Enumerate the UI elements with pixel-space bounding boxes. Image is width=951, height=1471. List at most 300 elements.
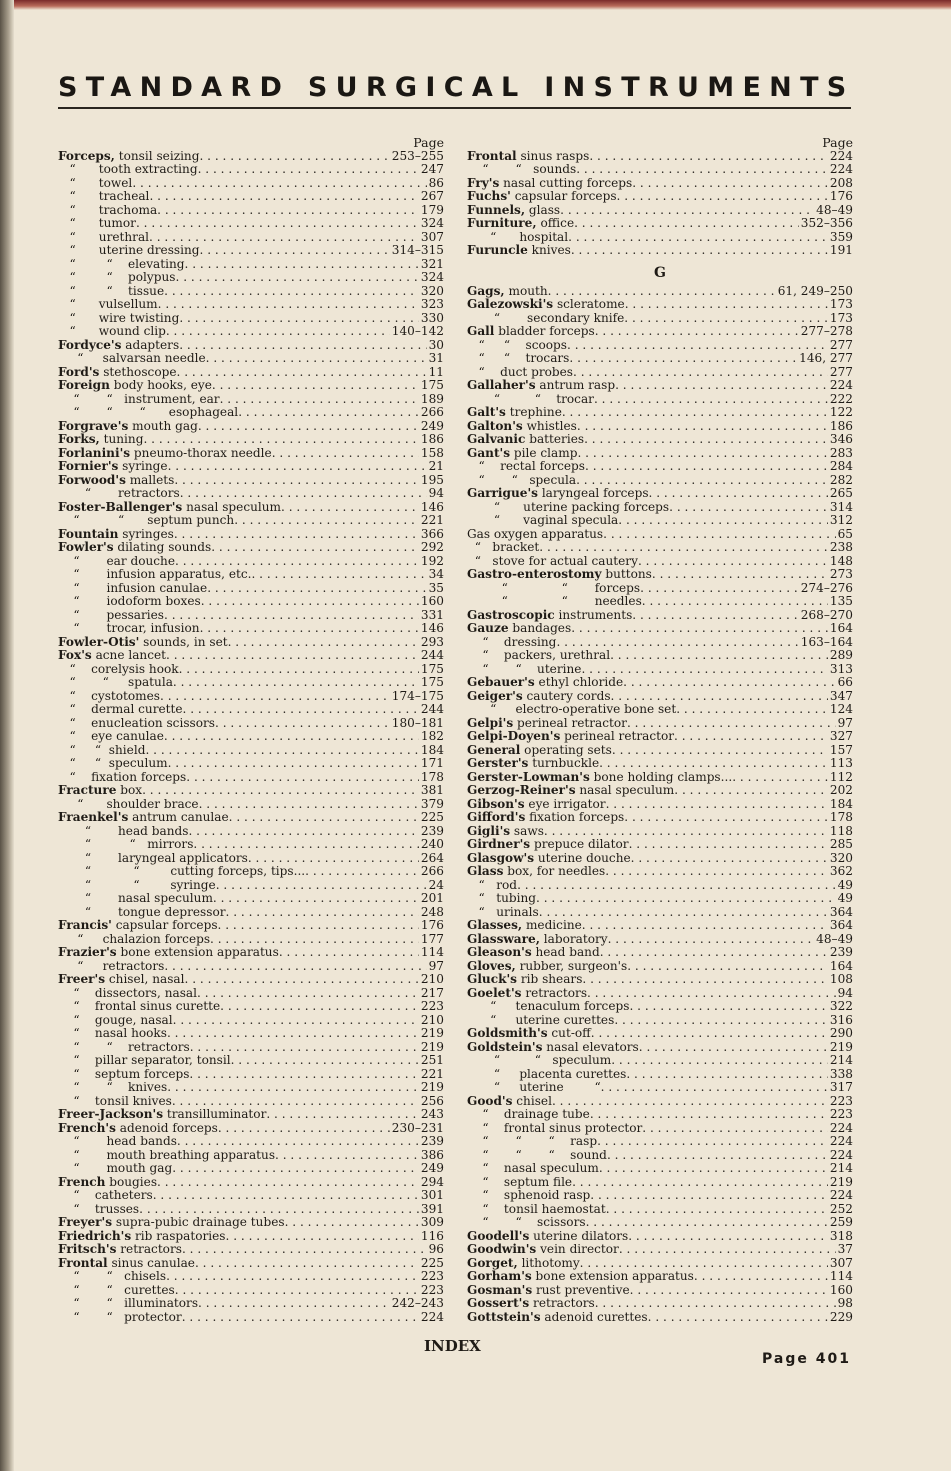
entry-text: dilating sounds — [113, 541, 212, 554]
entry-head: Freyer's — [58, 1216, 113, 1229]
entry-page: 61, 249–250 — [777, 284, 853, 298]
entry-text: “ salvarsan needle — [58, 352, 206, 365]
entry-head: Gastroscopic — [467, 608, 555, 622]
entry-text: “ urinals — [467, 905, 539, 919]
leader-dots — [173, 1014, 419, 1028]
index-entry — [58, 366, 444, 380]
entry-text: sinus canulae — [107, 1256, 195, 1270]
entry-page: 277–278 — [800, 325, 853, 338]
index-entry — [58, 1176, 444, 1190]
entry-text: “ electro-operative bone set — [467, 703, 677, 716]
leader-dots — [251, 568, 426, 582]
entry-text: mouth gag — [128, 419, 198, 433]
entry-term — [467, 865, 605, 879]
entry-page: 224 — [829, 1189, 853, 1202]
entry-page: 224 — [420, 1310, 444, 1324]
entry-term — [467, 622, 571, 636]
entry-term — [467, 1257, 580, 1271]
entry-page: 201 — [420, 892, 444, 905]
entry-term — [58, 1081, 167, 1095]
index-entry — [58, 204, 444, 218]
leader-dots — [186, 771, 419, 785]
entry-head: Goelet's — [467, 986, 522, 1000]
entry-term — [58, 1176, 157, 1190]
entry-page: 314 — [829, 500, 853, 514]
leader-dots — [200, 244, 390, 258]
entry-term — [58, 231, 149, 245]
entry-term — [58, 190, 149, 204]
entry-text: “ nasal speculum — [58, 892, 213, 905]
entry-head: Foreign — [58, 379, 110, 392]
leader-dots — [674, 730, 828, 744]
entry-text: “ trusses — [58, 1202, 140, 1216]
entry-page: 320 — [829, 851, 853, 865]
entry-page: 124 — [829, 703, 853, 716]
leader-dots — [591, 1027, 828, 1041]
entry-text: “ shoulder brace — [58, 797, 199, 811]
leader-dots — [569, 352, 797, 366]
entry-head: Gallaher's — [467, 379, 536, 392]
entry-term — [58, 838, 193, 852]
entry-text: “ “ trocar — [467, 392, 594, 406]
index-entry — [58, 757, 444, 771]
index-entry — [467, 1189, 853, 1203]
entry-page: 268–270 — [800, 608, 853, 622]
entry-page: 277 — [829, 338, 853, 352]
entry-page: 34 — [428, 568, 444, 581]
entry-text: cautery cords — [522, 689, 611, 703]
leader-dots — [248, 852, 419, 866]
entry-page: 164 — [829, 622, 853, 635]
index-entry — [467, 730, 853, 744]
entry-term — [58, 825, 188, 839]
page-number — [762, 1351, 851, 1367]
index-entry — [467, 582, 853, 596]
entry-head: Forgrave's — [58, 419, 129, 433]
entry-text: “ fixation forceps — [58, 770, 187, 784]
entry-text: box — [116, 784, 143, 797]
entry-text: eye irrigator — [524, 797, 606, 811]
entry-text: prepuce dilator — [530, 838, 629, 851]
entry-text: “ duct probes — [467, 365, 574, 379]
entry-page: 359 — [829, 230, 853, 244]
leader-dots — [582, 919, 828, 933]
entry-text: acne lancet — [91, 649, 166, 662]
entry-term — [58, 474, 174, 488]
entry-term — [467, 1108, 590, 1122]
entry-term — [58, 298, 158, 312]
index-entry — [58, 879, 444, 893]
leader-dots — [571, 244, 828, 258]
leader-dots — [581, 663, 827, 677]
entry-text: syringes — [118, 527, 174, 541]
leader-dots — [166, 649, 419, 663]
leader-dots — [220, 393, 419, 407]
index-entry — [58, 1297, 444, 1311]
entry-page: 314–315 — [391, 244, 444, 257]
entry-page: 330 — [420, 311, 444, 325]
index-entry — [467, 231, 853, 245]
entry-term — [467, 960, 627, 974]
index-entry — [58, 609, 444, 623]
entry-head: Freer-Jackson's — [58, 1108, 164, 1121]
entry-text: pile clamp — [510, 446, 578, 460]
leader-dots — [199, 798, 419, 812]
index-entry — [467, 1068, 853, 1082]
leader-dots — [611, 690, 828, 704]
entry-term — [467, 987, 587, 1001]
entry-text: “ iodoform boxes — [58, 595, 201, 608]
entry-term — [467, 285, 548, 299]
entry-term — [58, 177, 132, 191]
entry-page: 195 — [420, 473, 444, 487]
entry-head: Gall — [467, 325, 495, 338]
leader-dots — [195, 1257, 419, 1271]
entry-text: syringe — [118, 460, 168, 473]
entry-page: 219 — [420, 1040, 444, 1054]
entry-term — [467, 717, 627, 731]
index-entry — [58, 1162, 444, 1176]
index-entry — [58, 1270, 444, 1284]
entry-text: retractors — [529, 1297, 595, 1310]
entry-page: 239 — [420, 824, 444, 838]
index-entry — [58, 703, 444, 717]
index-entry — [467, 771, 853, 785]
leader-dots — [623, 676, 835, 690]
entry-page: 135 — [829, 595, 853, 608]
section-letter: G — [654, 264, 666, 281]
leader-dots — [642, 1122, 828, 1136]
entry-text: “ “ spatula — [58, 676, 173, 689]
entry-page: 266 — [420, 406, 444, 419]
entry-page: 174–175 — [391, 689, 444, 703]
entry-text: “ uterine “ — [467, 1081, 601, 1094]
leader-dots — [179, 339, 426, 353]
entry-text: nasal cutting forceps — [499, 176, 633, 190]
entry-text: “ tubing — [467, 892, 537, 905]
leader-dots — [207, 582, 426, 596]
entry-page: 11 — [428, 365, 444, 379]
leader-dots — [218, 1122, 390, 1136]
entry-term — [467, 1189, 590, 1203]
entry-head: Fordyce's — [58, 338, 122, 352]
leader-dots — [732, 771, 828, 785]
leader-dots — [210, 933, 419, 947]
leader-dots — [601, 1081, 828, 1095]
index-entry — [467, 420, 853, 434]
entry-term — [58, 609, 164, 623]
entry-page: 223 — [829, 1094, 853, 1108]
entry-term — [58, 784, 142, 798]
entry-text: “ wound clip — [58, 325, 166, 338]
entry-page: 113 — [829, 757, 853, 770]
leader-dots — [199, 150, 389, 164]
index-entry — [467, 1095, 853, 1109]
entry-text: lithotomy — [517, 1256, 580, 1270]
entry-page: 313 — [829, 662, 853, 676]
entry-text: “ tooth extracting — [58, 163, 198, 176]
index-entry — [467, 366, 853, 380]
entry-text: “ “ tissue — [58, 284, 165, 298]
entry-term — [467, 1054, 611, 1068]
entry-page: 219 — [829, 1175, 853, 1189]
entry-term — [58, 312, 179, 326]
entry-page: 221 — [420, 1067, 444, 1081]
entry-text: turnbuckle — [528, 757, 600, 770]
entry-text: “ uterine curettes — [467, 1013, 615, 1027]
entry-text: “ laryngeal applicators — [58, 851, 248, 865]
index-entry — [58, 582, 444, 596]
entry-text: adenoid curettes — [540, 1310, 648, 1324]
entry-page: 253–255 — [391, 149, 444, 163]
index-entry — [58, 852, 444, 866]
entry-page: 264 — [420, 851, 444, 865]
index-entry — [58, 1081, 444, 1095]
index-entry — [58, 217, 444, 231]
entry-page: 224 — [829, 163, 853, 176]
index-entry — [467, 190, 853, 204]
entry-term — [467, 933, 608, 947]
leader-dots — [174, 474, 419, 488]
entry-term — [467, 1041, 639, 1055]
index-entry — [467, 325, 853, 339]
entry-page: 322 — [829, 1000, 853, 1013]
entry-page: 112 — [829, 770, 853, 784]
leader-dots — [143, 433, 418, 447]
entry-text: glass — [525, 203, 561, 217]
index-entry — [467, 285, 853, 299]
entry-term — [467, 366, 573, 380]
leader-dots — [201, 595, 419, 609]
entry-page: 191 — [829, 244, 853, 257]
leader-dots — [166, 1270, 419, 1284]
entry-text: “ frontal sinus curette — [58, 1000, 221, 1013]
entry-term — [467, 501, 669, 515]
entry-text: bone extension apparatus — [116, 946, 279, 959]
leader-dots — [632, 609, 799, 623]
entry-term — [58, 460, 168, 474]
entry-text: whistles — [522, 419, 577, 433]
index-entry — [467, 474, 853, 488]
entry-page: 173 — [829, 311, 853, 325]
entry-page: 224 — [829, 1135, 853, 1148]
entry-text: rust preventive — [532, 1283, 630, 1297]
entry-term — [467, 514, 618, 528]
index-entry — [58, 460, 444, 474]
entry-text: “ pessaries — [58, 608, 165, 622]
entry-term — [58, 852, 248, 866]
entry-page: 178 — [420, 770, 444, 784]
leader-dots — [275, 1149, 419, 1163]
entry-page: 210 — [420, 1013, 444, 1027]
entry-page: 163–164 — [800, 635, 853, 649]
entry-page: 223 — [420, 1270, 444, 1283]
entry-text: “ nasal hooks — [58, 1027, 167, 1040]
entry-term — [58, 757, 168, 771]
leader-dots — [597, 1135, 828, 1149]
entry-text: “ drainage tube — [467, 1108, 590, 1121]
index-entry — [467, 1081, 853, 1095]
entry-page: 321 — [420, 257, 444, 271]
entry-text: “ trachoma — [58, 203, 158, 217]
entry-text: “ mouth breathing apparatus — [58, 1148, 276, 1162]
leader-dots — [629, 1000, 827, 1014]
entry-text: stethoscope — [99, 365, 177, 379]
leader-dots — [572, 1176, 828, 1190]
entry-term — [58, 771, 186, 785]
leader-dots — [594, 393, 828, 407]
index-entry — [58, 973, 444, 987]
entry-page: 247 — [420, 163, 444, 176]
leader-dots — [167, 1081, 419, 1095]
index-entry — [58, 649, 444, 663]
entry-text: bone extension apparatus — [531, 1270, 694, 1283]
entry-term — [58, 406, 238, 420]
leader-dots — [179, 312, 419, 326]
index-entry — [58, 892, 444, 906]
entry-term — [467, 298, 625, 312]
entry-term — [467, 811, 624, 825]
index-entry — [58, 271, 444, 285]
entry-page: 282 — [829, 473, 853, 487]
entry-page: 224 — [829, 1148, 853, 1162]
index-entry — [58, 352, 444, 366]
index-entry — [467, 1149, 853, 1163]
leader-dots — [626, 1068, 828, 1082]
index-entry — [58, 555, 444, 569]
entry-page: 210 — [420, 973, 444, 986]
entry-page: 30 — [428, 338, 444, 352]
entry-page: 24 — [428, 878, 444, 892]
entry-text: “ “ polypus — [58, 271, 176, 284]
leader-dots — [285, 1216, 419, 1230]
entry-page: 98 — [837, 1297, 853, 1310]
entry-text: “ “ specula — [467, 473, 577, 487]
entry-page: 175 — [420, 662, 444, 676]
entry-page: 176 — [829, 190, 853, 203]
leader-dots — [226, 906, 419, 920]
entry-head: Forlanini's — [58, 446, 131, 460]
index-entry — [467, 663, 853, 677]
leader-dots — [142, 784, 419, 798]
entry-page: 347 — [829, 689, 853, 703]
index-entry — [58, 339, 444, 353]
leader-dots — [174, 528, 419, 542]
entry-text: “ “ mirrors — [58, 838, 194, 851]
entry-term — [58, 1000, 220, 1014]
index-entry — [467, 879, 853, 893]
entry-term — [58, 1284, 175, 1298]
index-entry — [58, 933, 444, 947]
entry-text: “ “ illuminators — [58, 1297, 199, 1310]
leader-dots — [234, 514, 419, 528]
entry-term — [467, 1000, 629, 1014]
entry-page: 242–243 — [391, 1297, 444, 1310]
entry-page: 307 — [829, 1256, 853, 1270]
index-entry — [58, 690, 444, 704]
entry-text: “ tongue depressor — [58, 905, 226, 919]
leader-dots — [585, 460, 828, 474]
index-entry — [467, 946, 853, 960]
entry-head: Glass — [467, 865, 504, 878]
entry-page: 173 — [829, 298, 853, 311]
index-entry — [58, 1203, 444, 1217]
entry-text: “ rod — [467, 878, 518, 892]
entry-term — [58, 973, 185, 987]
leader-dots — [590, 1189, 828, 1203]
entry-head: Fowler-Otis' — [58, 635, 140, 649]
leader-dots — [584, 433, 828, 447]
entry-text: retractors — [116, 1243, 182, 1256]
entry-page: 157 — [829, 743, 853, 757]
entry-page: 214 — [829, 1162, 853, 1175]
entry-term — [58, 1149, 275, 1163]
leader-dots — [157, 1176, 419, 1190]
entry-page: 114 — [829, 1270, 853, 1283]
entry-text: “ “ scoops — [467, 338, 567, 352]
entry-term — [58, 285, 164, 299]
leader-dots — [164, 609, 419, 623]
index-entry — [58, 1216, 444, 1230]
index-entry — [58, 1149, 444, 1163]
entry-term — [58, 663, 179, 677]
index-entry — [58, 1284, 444, 1298]
leader-dots — [173, 676, 419, 690]
leader-dots — [556, 636, 798, 650]
entry-term — [467, 595, 642, 609]
index-entry — [58, 1243, 444, 1257]
leader-dots — [216, 879, 427, 893]
index-entry — [467, 1216, 853, 1230]
entry-head: Geiger's — [467, 689, 523, 703]
entry-page: 219 — [420, 1081, 444, 1094]
leader-dots — [220, 1000, 419, 1014]
entry-term — [467, 433, 584, 447]
entry-text: adenoid forceps — [115, 1121, 218, 1135]
entry-text: “ “ scissors — [467, 1216, 586, 1229]
entry-page: 175 — [420, 676, 444, 689]
index-entry — [467, 744, 853, 758]
entry-page: 338 — [829, 1067, 853, 1081]
page-column-label: Page — [413, 135, 444, 150]
index-entry — [467, 393, 853, 407]
left-column — [58, 136, 444, 1324]
entry-term — [467, 1095, 552, 1109]
entry-text: nasal elevators — [542, 1040, 639, 1054]
entry-head: Girdner's — [467, 838, 531, 851]
entry-term — [467, 204, 560, 218]
entry-text: laboratory — [539, 932, 608, 946]
index-entry — [467, 379, 853, 393]
entry-head: Fuchs' — [467, 190, 511, 203]
entry-term — [467, 1014, 614, 1028]
entry-term — [58, 1297, 198, 1311]
entry-text: “ “ shield — [58, 743, 146, 757]
entry-head: Gauze — [467, 622, 509, 635]
leader-dots — [548, 285, 776, 299]
leader-dots — [630, 1284, 828, 1298]
entry-text: perineal retractor — [513, 716, 627, 730]
entry-page: 164 — [829, 959, 853, 973]
leader-dots — [211, 541, 419, 555]
entry-page: 229 — [829, 1310, 853, 1324]
index-entry — [467, 1027, 853, 1041]
index-entry — [58, 744, 444, 758]
leader-dots — [599, 1162, 828, 1176]
entry-text: saws — [510, 824, 544, 838]
entry-text: “ “ uterine — [467, 662, 582, 676]
entry-text: “ rectal forceps — [467, 460, 586, 473]
